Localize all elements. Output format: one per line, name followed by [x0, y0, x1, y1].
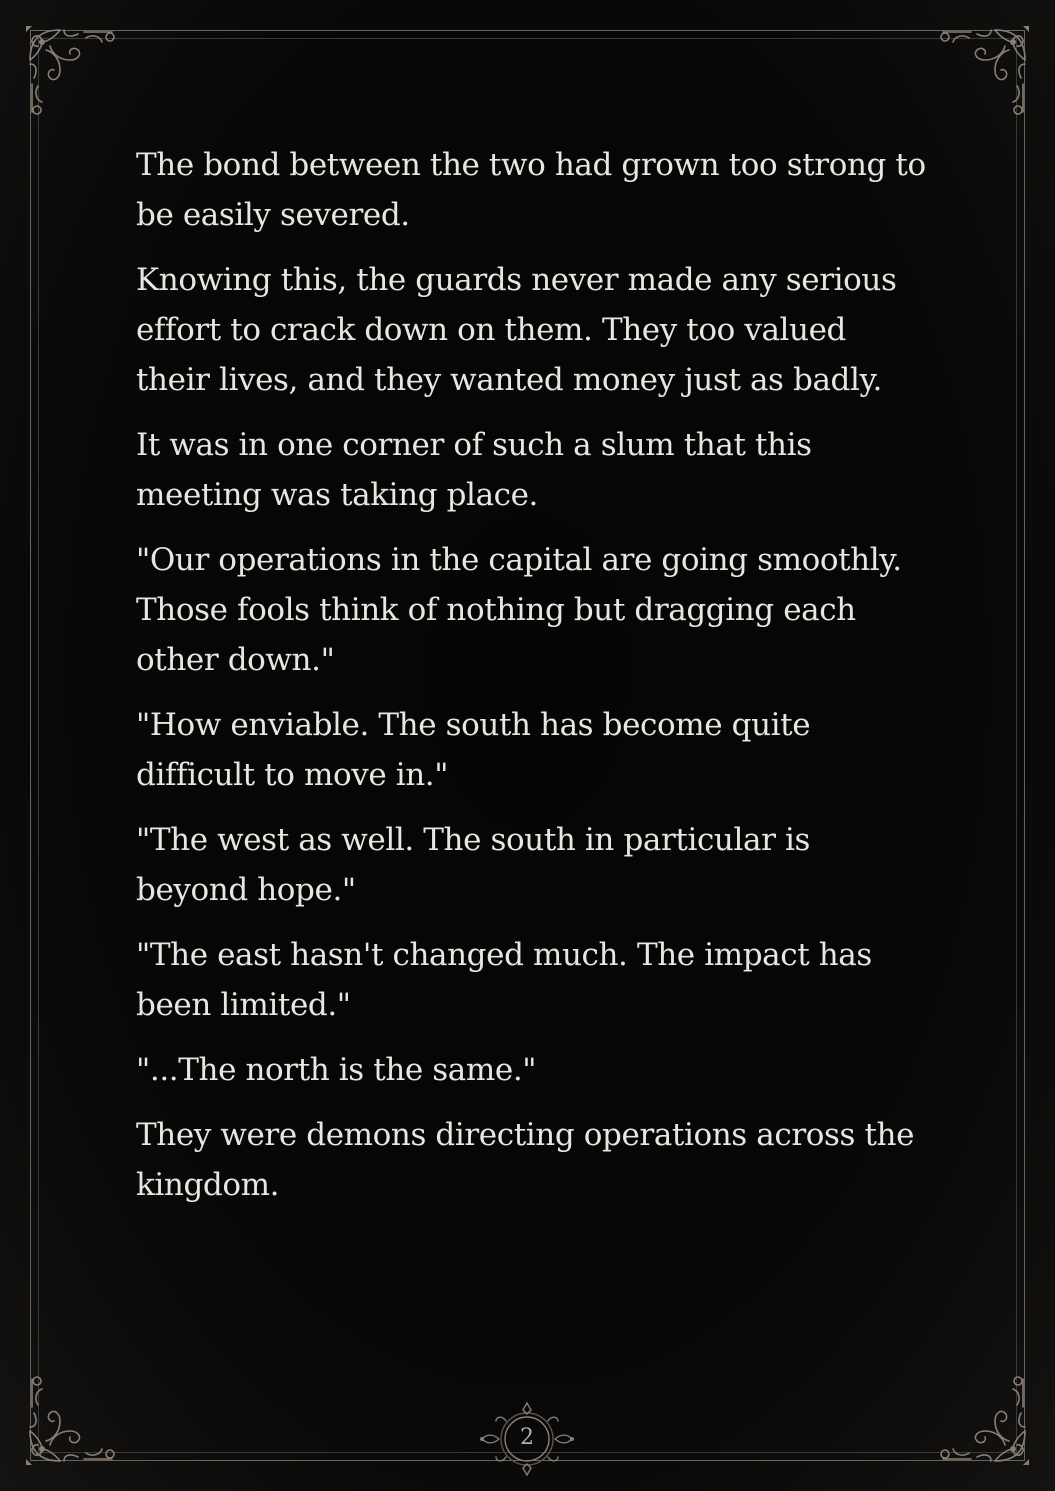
corner-ornament-icon [20, 20, 116, 116]
page-number: 2 [520, 1425, 534, 1450]
paragraph: "...The north is the same." [136, 1052, 537, 1088]
paragraph: It was in one corner of such a slum that this meeting was taking place. [136, 427, 812, 513]
paragraph: "The east hasn't changed much. The impact has been limited." [136, 937, 872, 1023]
paragraph: They were demons directing operations across the kingdom. [136, 1117, 915, 1203]
paragraph: "The west as well. The south in particular is beyond hope." [136, 822, 810, 908]
corner-ornament-icon [20, 1375, 116, 1471]
paragraph: The bond between the two had grown too strong to be easily severed. [136, 147, 926, 233]
chapter-text [136, 140, 926, 1225]
paragraph: "Our operations in the capital are going smoothly. Those fools think of nothing but dragging each other down." [136, 542, 902, 678]
corner-ornament-icon [939, 1375, 1035, 1471]
paragraph: Knowing this, the guards never made any serious effort to crack down on them. They too valued their lives, and they wanted money just as badly. [136, 262, 897, 398]
corner-ornament-icon [939, 20, 1035, 116]
paragraph: "How enviable. The south has become quite difficult to move in." [136, 707, 811, 793]
